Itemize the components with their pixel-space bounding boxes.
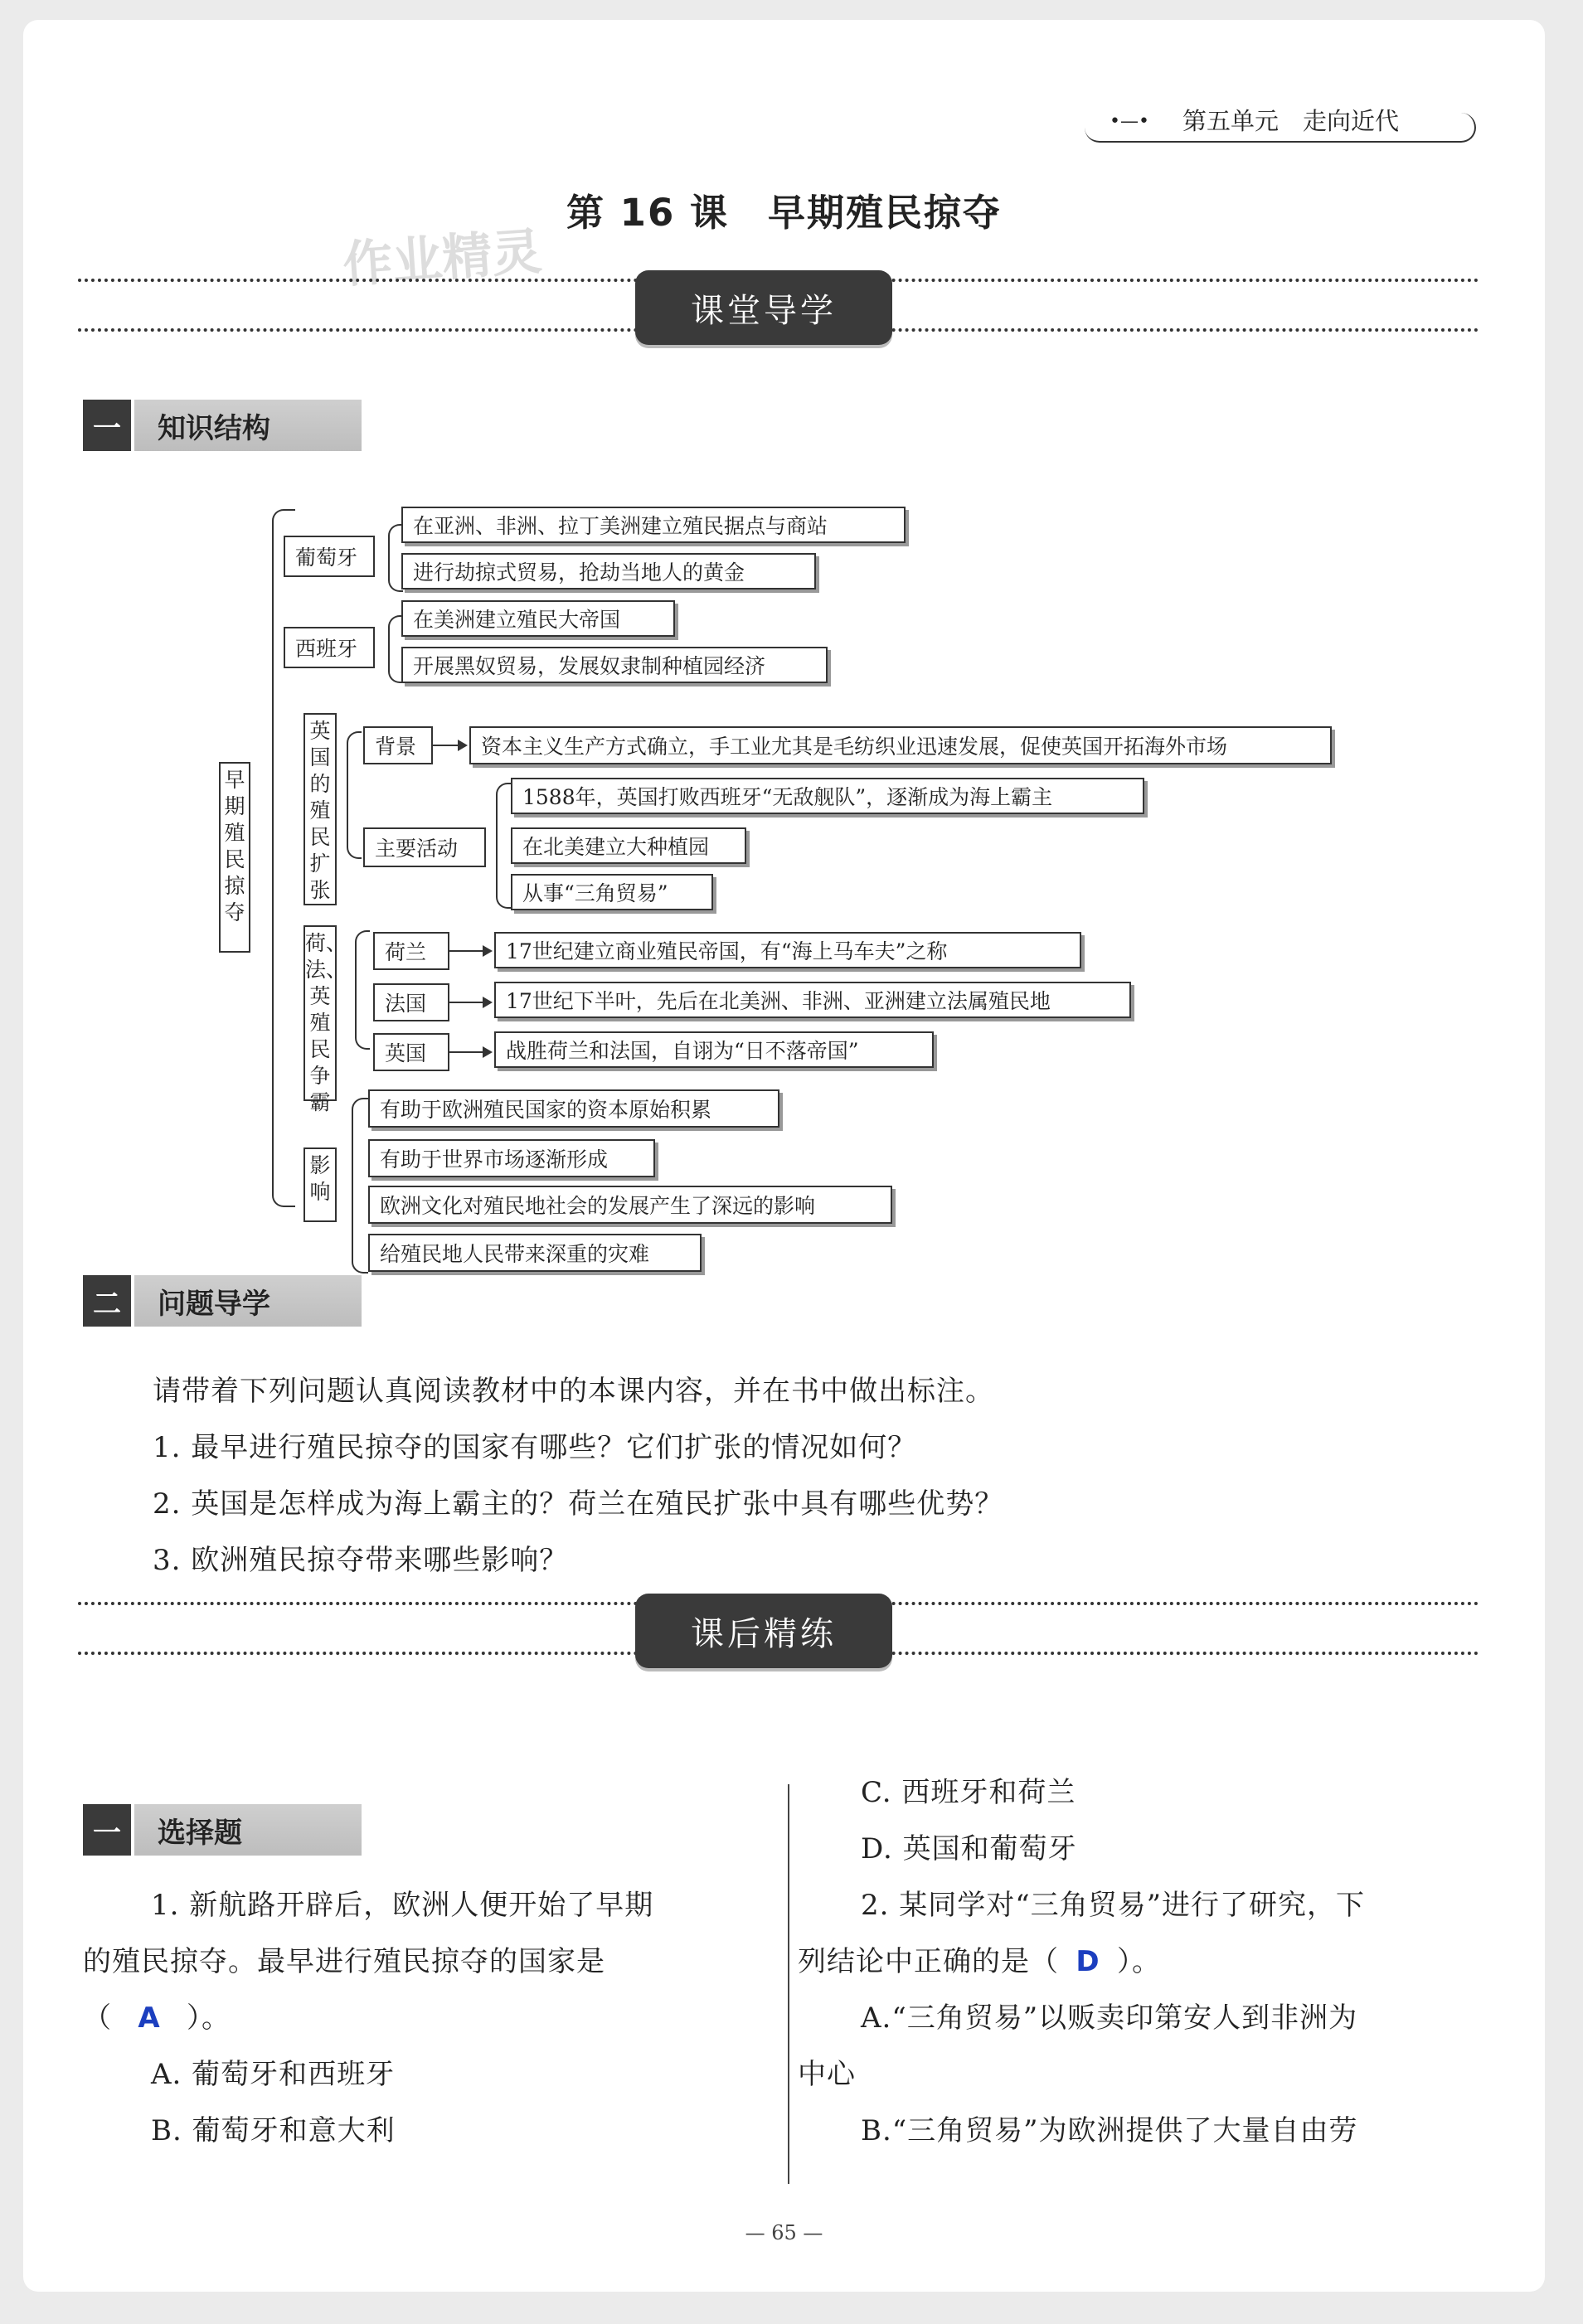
node-rivalry: 荷、法、英殖民争霸 (303, 925, 337, 1101)
section-questions-heading (83, 1275, 362, 1327)
q1-stem-line2: 的殖民掠夺。最早进行殖民掠夺的国家是 (83, 1945, 605, 1978)
lesson-title: 第 16 课 早期殖民掠夺 (566, 191, 1002, 235)
section-label: 问题导学 (134, 1275, 362, 1327)
q1-option-c[interactable]: C. 西班牙和荷兰 (861, 1776, 1076, 1809)
section-number: 一 (83, 400, 131, 451)
banner-label: 课堂导学 (635, 270, 892, 345)
arrow (449, 950, 491, 952)
unit-header-text (1176, 103, 1406, 137)
q1-answer: A (138, 2001, 161, 2035)
node-portugal: 葡萄牙 (284, 536, 375, 577)
impact-item: 有助于世界市场逐渐形成 (368, 1139, 655, 1177)
britain-activity: 在北美建立大种植园 (511, 827, 746, 864)
banner-label: 课后精练 (635, 1594, 892, 1668)
spain-item: 开展黑奴贸易，发展奴隶制种植园经济 (401, 647, 828, 683)
q1-option-d[interactable]: D. 英国和葡萄牙 (861, 1832, 1077, 1866)
guide-question: 1. 最早进行殖民掠夺的国家有哪些？它们扩张的情况如何？ (153, 1431, 917, 1464)
header-dots: •—• (1110, 111, 1149, 132)
q2-stem-text: 列结论中正确的是（ (798, 1945, 1059, 1978)
node-spain: 西班牙 (284, 627, 375, 668)
q2-answer: D (1076, 1945, 1100, 1978)
section-knowledge-heading (83, 400, 362, 451)
unit-title: 走向近代 (1303, 107, 1400, 135)
britain-activity: 1588年，英国打败西班牙“无敌舰队”，逐渐成为海上霸主 (511, 778, 1144, 814)
impact-item: 给殖民地人民带来深重的灾难 (368, 1234, 702, 1272)
label-britain: 英国 (373, 1033, 449, 1071)
section-number: 二 (83, 1275, 131, 1327)
node-britain-expansion: 英国的殖民扩张 (303, 713, 337, 905)
guide-question: 2. 英国是怎样成为海上霸主的？荷兰在殖民扩张中具有哪些优势？ (153, 1487, 1004, 1521)
q2-option-b[interactable]: B.“三角贸易”为欧洲提供了大量自由劳 (861, 2114, 1358, 2147)
britain-activity: 从事“三角贸易” (511, 874, 713, 910)
section-label: 选择题 (134, 1804, 362, 1856)
q1-option-b[interactable]: B. 葡萄牙和意大利 (151, 2114, 396, 2147)
q1-option-a[interactable]: A. 葡萄牙和西班牙 (151, 2058, 396, 2091)
arrow (449, 1051, 491, 1053)
unit-name: 第五单元 (1182, 107, 1280, 135)
netherlands-detail: 17世纪建立商业殖民帝国，有“海上马车夫”之称 (494, 932, 1081, 968)
portugal-item: 进行劫掠式贸易，抢劫当地人的黄金 (401, 553, 816, 589)
mindmap-root: 早期殖民掠夺 (219, 762, 250, 953)
guide-intro: 请带着下列问题认真阅读教材中的本课内容，并在书中做出标注。 (153, 1375, 994, 1408)
q2-stem-line2 (798, 1933, 1161, 1990)
impact-item: 欧洲文化对殖民地社会的发展产生了深远的影响 (368, 1186, 892, 1224)
section-label: 知识结构 (134, 400, 362, 451)
france-detail: 17世纪下半叶，先后在北美洲、非洲、亚洲建立法属殖民地 (494, 982, 1131, 1018)
brace (352, 1098, 368, 1274)
arrow (433, 745, 466, 746)
britain-background: 资本主义生产方式确立，手工业尤其是毛纺织业迅速发展，促使英国开拓海外市场 (469, 726, 1332, 764)
paren-close: ）。 (1117, 1945, 1161, 1978)
q2-option-a-cont: 中心 (798, 2058, 856, 2091)
section-choice-heading (83, 1804, 362, 1856)
q1-stem-line1: 1. 新航路开辟后，欧洲人便开始了早期 (151, 1889, 654, 1922)
page (23, 20, 1545, 2292)
root-brace (272, 509, 295, 1207)
page-number-value: 65 (771, 2221, 797, 2244)
column-divider (788, 1784, 789, 2184)
paren-open: （ (83, 2001, 112, 2035)
impact-item: 有助于欧洲殖民国家的资本原始积累 (368, 1089, 779, 1128)
banner-after-class (23, 1594, 1545, 1676)
guide-question: 3. 欧洲殖民掠夺带来哪些影响？ (153, 1544, 569, 1577)
label-activities: 主要活动 (363, 827, 486, 867)
label-netherlands: 荷兰 (373, 932, 449, 970)
node-impact: 影响 (303, 1147, 337, 1222)
brace (355, 930, 370, 1050)
label-france: 法国 (373, 983, 449, 1021)
portugal-item: 在亚洲、非洲、拉丁美洲建立殖民据点与商站 (401, 507, 906, 543)
paren-close: ）。 (187, 2001, 231, 2035)
watermark: 作业精灵 (341, 222, 544, 295)
page-number: — 65 — (745, 2221, 823, 2244)
banner-classroom (23, 270, 1545, 353)
brace (347, 731, 362, 859)
spain-item: 在美洲建立殖民大帝国 (401, 600, 675, 637)
arrow (449, 1002, 491, 1003)
britain-detail: 战胜荷兰和法国，自诩为“日不落帝国” (494, 1031, 934, 1068)
q1-answer-line (83, 1990, 231, 2046)
q2-stem-line1: 2. 某同学对“三角贸易”进行了研究，下 (861, 1889, 1366, 1922)
brace (496, 783, 511, 909)
unit-header (1060, 99, 1474, 146)
section-number: 一 (83, 1804, 131, 1856)
label-background: 背景 (363, 726, 433, 764)
q2-option-a[interactable]: A.“三角贸易”以贩卖印第安人到非洲为 (861, 2001, 1358, 2035)
